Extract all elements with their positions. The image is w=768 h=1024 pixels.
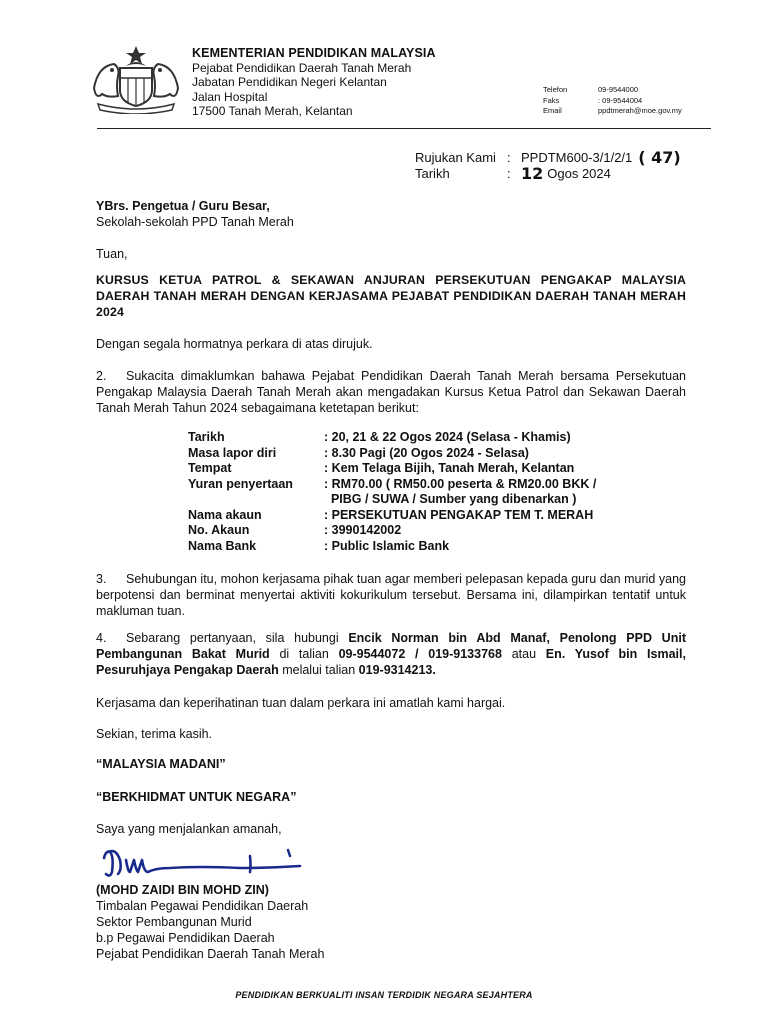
paragraph-number: 3. [96, 572, 107, 586]
recipient [96, 198, 294, 230]
reference-number: PPDTM600-3/1/2/1 [521, 150, 633, 165]
contact-row-fax [543, 96, 682, 107]
contact-info [543, 85, 682, 117]
detail-value: : PERSEKUTUAN PENGAKAP TEM T. MERAH [324, 507, 594, 522]
contact-value: 09-9544000 [598, 85, 639, 94]
date-label: Tarikh [415, 166, 450, 181]
detail-value: : 20, 21 & 22 Ogos 2024 (Selasa - Khamis) [324, 430, 571, 444]
course-details [188, 430, 644, 554]
detail-row [188, 477, 644, 493]
subject-heading: KURSUS KETUA PATROL & SEKAWAN ANJURAN PERSEKUTUAN PENGAKAP MALAYSIA DAERAH TANAH MERAH DENGAN KERJASAMA PEJABAT PENDIDIKAN DAERAH TANAH MERAH 2024 [96, 273, 686, 319]
reference-block [415, 150, 681, 182]
contact-row-email [543, 106, 682, 117]
paragraph-text: Sukacita dimaklumkan bahawa Pejabat Pendidikan Daerah Tanah Merah bersama Persekutuan Pengakap Malaysia Daerah Tanah Merah akan mengadakan Kursus Ketua Patrol dan Sekawan Daerah Tanah Merah Tahun 2024 sebagaimana ketetapan berikut: [96, 369, 686, 415]
city-address: 17500 Tanah Merah, Kelantan [192, 104, 353, 118]
recipient-schools: Sekolah-sekolah PPD Tanah Merah [96, 215, 294, 229]
detail-row [188, 508, 644, 524]
contact-row-phone [543, 85, 682, 96]
reference-handwritten: ( 47) [638, 148, 681, 167]
paragraph-text: Sehubungan itu, mohon kerjasama pihak tuan agar memberi pelepasan kepada guru dan murid yang berpotensi dan berminat menyertai aktiviti kokurikulum tersebut. Bersama ini, dilampirkan tentatif untuk makluman tuan. [96, 572, 686, 618]
detail-value: : 3990142002 [324, 523, 402, 537]
detail-row [188, 523, 644, 539]
contact-phone-1: 09-9544072 / 019-9133768 [338, 647, 502, 661]
detail-label: Masa lapor diri [188, 445, 277, 460]
detail-label: Tarikh [188, 430, 225, 444]
ministry-name: KEMENTERIAN PENDIDIKAN MALAYSIA [192, 46, 436, 60]
coat-of-arms-icon [88, 44, 184, 114]
office-name: Pejabat Pendidikan Daerah Tanah Merah [192, 60, 412, 75]
detail-row [188, 446, 644, 462]
signatory-office: Pejabat Pendidikan Daerah Tanah Merah [96, 947, 325, 961]
signatory-name: (MOHD ZAIDI BIN MOHD ZIN) [96, 883, 269, 897]
signatory-block [96, 882, 324, 962]
paragraph-text: melalui talian [282, 663, 356, 677]
detail-row [188, 539, 644, 555]
contact-person-1: Encik Norman bin Abd Manaf, Penolong PPD Unit Pembangunan Bakat Murid [96, 631, 686, 661]
department-name: Jabatan Pendidikan Negeri Kelantan [192, 75, 387, 89]
detail-value: : Kem Telaga Bijih, Tanah Merah, Kelantan [324, 461, 575, 475]
detail-label [188, 492, 324, 508]
reference-label: Rujukan Kami [415, 150, 496, 165]
detail-value: : Public Islamic Bank [324, 538, 450, 553]
paragraph-text: Sebarang pertanyaan, sila hubungi [126, 631, 339, 645]
signatory-sector: Sektor Pembangunan Murid [96, 915, 252, 929]
carrying-trust: Saya yang menjalankan amanah, [96, 822, 282, 836]
closing-appreciation: Kerjasama dan keperihatinan tuan dalam perkara ini amatlah kami hargai. [96, 696, 506, 710]
paragraph-text: atau [511, 647, 537, 661]
closing-thanks: Sekian, terima kasih. [96, 727, 213, 741]
contact-value: : 09-9544004 [598, 95, 643, 105]
detail-label: Nama akaun [188, 507, 262, 522]
detail-label: Nama Bank [188, 538, 257, 553]
motto-berkhidmat: “BERKHIDMAT UNTUK NEGARA” [96, 790, 297, 804]
signatory-on-behalf: b.p Pegawai Pendidikan Daerah [96, 931, 275, 945]
paragraph-number: 4. [96, 631, 107, 645]
detail-label: No. Akaun [188, 523, 250, 537]
paragraph-2 [96, 368, 686, 416]
contact-phone-2: 019-9314213. [358, 663, 436, 677]
paragraph-4 [96, 630, 686, 678]
header-divider [97, 128, 711, 129]
contact-label: Telefon [543, 85, 568, 94]
detail-value: : 8.30 Pagi (20 Ogos 2024 - Selasa) [324, 445, 529, 460]
reference-separator: : [507, 150, 511, 165]
detail-row [188, 492, 644, 508]
reference-row [415, 150, 681, 166]
date-handwritten: 12 [521, 164, 544, 183]
paragraph-3 [96, 571, 686, 619]
salutation: Tuan, [96, 247, 128, 261]
detail-row [188, 461, 644, 477]
date-row [415, 166, 681, 182]
contact-label: Faks [543, 95, 560, 105]
detail-value: PIBG / SUWA / Sumber yang dibenarkan ) [324, 492, 577, 506]
street-address: Jalan Hospital [192, 89, 268, 104]
contact-value: ppdtmerah@moe.gov.my [598, 106, 682, 115]
paragraph-text: di talian [279, 647, 329, 661]
opening-line: Dengan segala hormatnya perkara di atas dirujuk. [96, 337, 373, 351]
signatory-title: Timbalan Pegawai Pendidikan Daerah [96, 899, 309, 913]
contact-person-2: En. Yusof bin Ismail, Pesuruhjaya Pengakap Daerah [96, 647, 686, 677]
date-value: Ogos 2024 [547, 166, 611, 181]
recipient-title: YBrs. Pengetua / Guru Besar, [96, 199, 270, 213]
detail-label: Yuran penyertaan [188, 476, 293, 491]
date-separator: : [507, 166, 511, 181]
detail-value: : RM70.00 ( RM50.00 peserta & RM20.00 BKK / [324, 476, 597, 491]
contact-label: Email [543, 106, 562, 115]
signature-icon [100, 838, 310, 886]
footer-tagline: PENDIDIKAN BERKUALITI INSAN TERDIDIK NEGARA SEJAHTERA [235, 990, 533, 1000]
paragraph-number: 2. [96, 369, 107, 383]
motto-madani: “MALAYSIA MADANI” [96, 757, 226, 771]
detail-row [188, 430, 644, 446]
ministry-address [192, 46, 436, 119]
detail-label: Tempat [188, 461, 232, 475]
